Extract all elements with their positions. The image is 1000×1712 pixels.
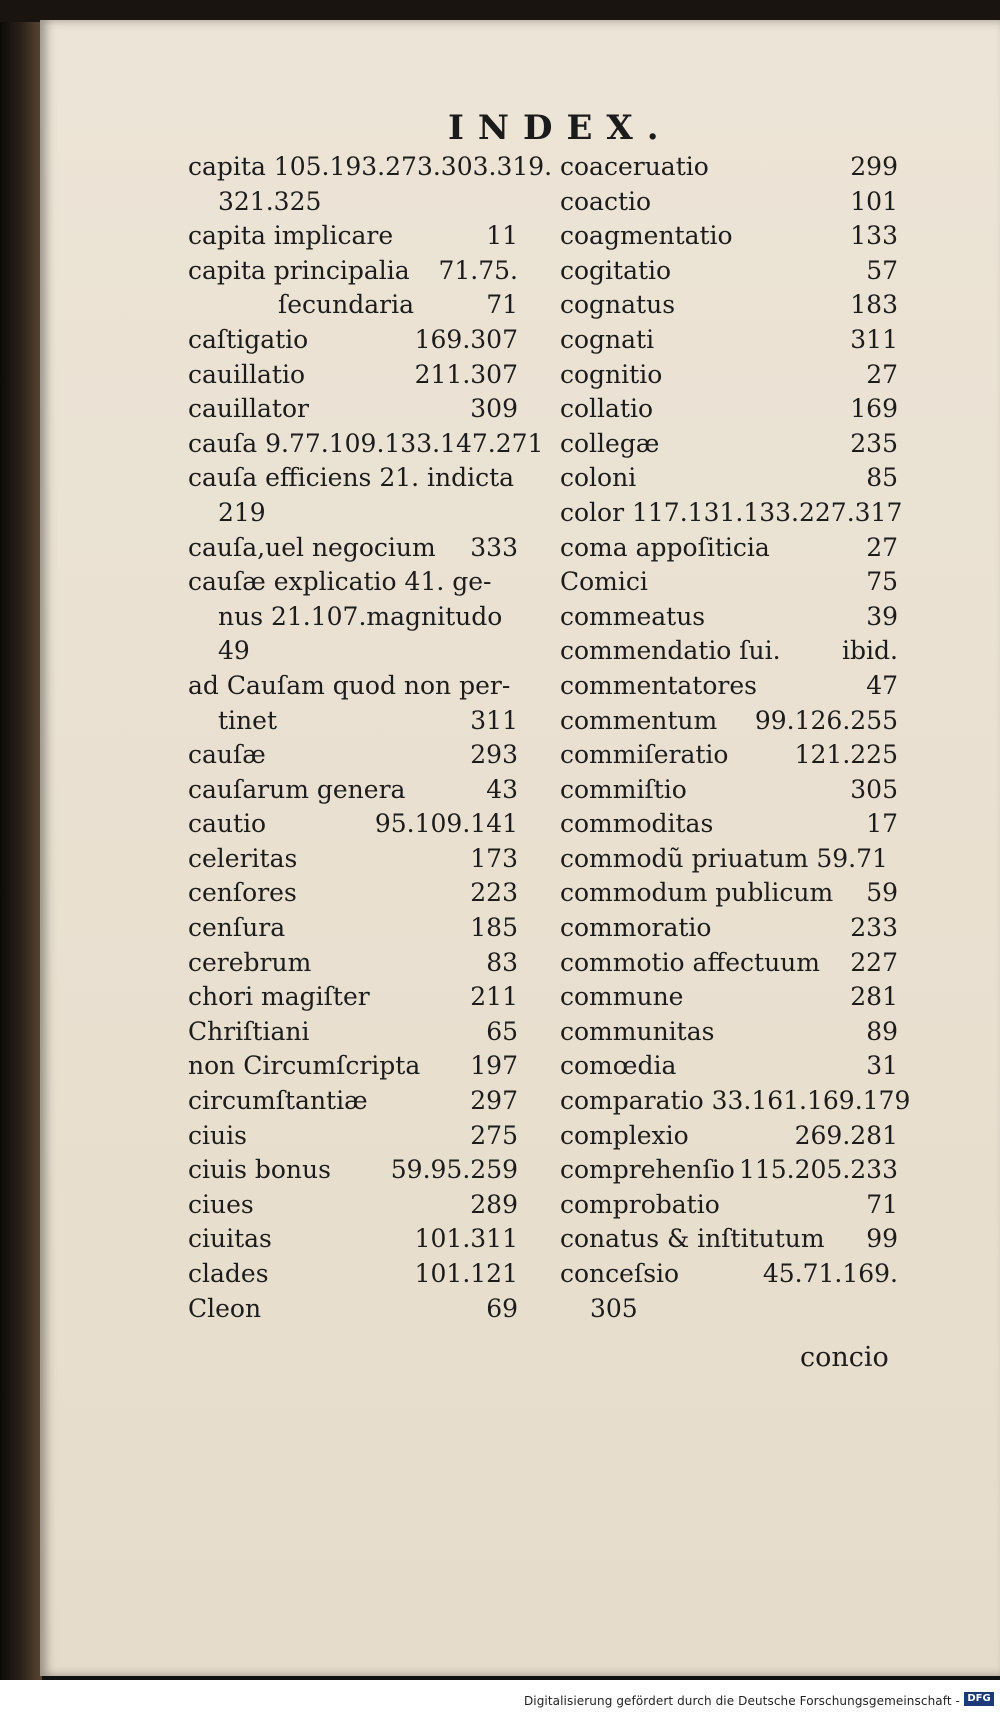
index-term: collatio xyxy=(560,394,654,424)
index-page-refs: 69 xyxy=(486,1293,518,1323)
index-entry xyxy=(188,1153,518,1188)
index-entry xyxy=(560,219,898,254)
index-term: commotio affectuum xyxy=(560,947,820,977)
index-entry xyxy=(188,738,518,773)
index-page-refs: 101.311 xyxy=(414,1224,518,1254)
index-entry xyxy=(560,427,898,462)
index-page-refs: 183 xyxy=(850,290,898,320)
index-entry xyxy=(188,185,518,220)
index-entry xyxy=(560,807,898,842)
index-page-refs: 289 xyxy=(470,1189,518,1219)
index-page-refs: 211 xyxy=(470,982,518,1012)
index-term: commoratio xyxy=(560,913,712,943)
index-entry xyxy=(560,1188,898,1223)
index-entry xyxy=(188,323,518,358)
index-term: cognatus xyxy=(560,290,676,320)
index-page-refs: 211.307 xyxy=(414,359,518,389)
index-term: cenſores xyxy=(188,878,297,908)
index-term: capita implicare xyxy=(188,221,394,251)
index-term: commodum publicum xyxy=(560,878,834,908)
index-term: comprehenſio xyxy=(560,1155,735,1185)
index-term: celeritas xyxy=(188,843,298,873)
index-column-right xyxy=(560,150,911,1326)
index-entry xyxy=(560,911,898,946)
index-entry xyxy=(188,911,518,946)
index-term: coactio xyxy=(560,186,652,216)
index-term: ſecundaria xyxy=(278,290,415,320)
index-entry xyxy=(560,1049,898,1084)
index-page-refs: 299 xyxy=(850,152,898,181)
index-page-refs: 27 xyxy=(866,532,898,562)
index-entry xyxy=(560,392,898,427)
index-term: cognitio xyxy=(560,359,663,389)
index-page-refs: 101 xyxy=(850,186,898,216)
digitization-credit-text: Digitalisierung gefördert durch die Deutsche Forschungsgemeinschaft - xyxy=(523,1694,960,1708)
index-entry xyxy=(188,773,518,808)
index-entry xyxy=(188,496,518,531)
index-entry xyxy=(560,1119,898,1154)
index-entry xyxy=(188,219,518,254)
index-entry xyxy=(560,704,898,739)
index-page-refs: 309 xyxy=(470,394,518,424)
index-entry xyxy=(560,185,898,220)
index-term: Cleon xyxy=(188,1293,262,1323)
index-term: 305 xyxy=(590,1293,638,1323)
index-term: conatus & inſtitutum xyxy=(560,1224,825,1254)
index-entry xyxy=(560,1222,898,1257)
index-entry xyxy=(188,392,518,427)
index-term: comœdia xyxy=(560,1051,677,1081)
index-term: circumſtantiæ xyxy=(188,1086,368,1116)
index-term: clades xyxy=(188,1259,269,1288)
index-entry xyxy=(188,1119,518,1154)
index-term: ciues xyxy=(188,1189,254,1219)
index-page-refs: 197 xyxy=(470,1051,518,1081)
index-page-refs: 133 xyxy=(850,221,898,251)
index-entry xyxy=(560,876,898,911)
index-entry xyxy=(188,531,518,566)
top-dark-edge xyxy=(0,0,1000,22)
index-term: tinet xyxy=(218,705,277,735)
index-entry xyxy=(188,1188,518,1223)
index-page-refs: 311 xyxy=(850,324,898,354)
index-term: commoditas xyxy=(560,809,714,839)
index-term: cauſæ explicatio 41. ge- xyxy=(188,567,492,597)
index-entry xyxy=(560,980,898,1015)
index-term: comparatio 33.161.169.179 xyxy=(560,1086,911,1116)
index-term: conceſsio xyxy=(560,1259,680,1288)
index-term: cerebrum xyxy=(188,947,312,977)
index-term: coma appoſiticia xyxy=(560,532,770,562)
catchword: concio xyxy=(800,1342,889,1373)
index-term: coaceruatio xyxy=(560,152,709,181)
index-page-refs: 121.225 xyxy=(794,740,898,770)
index-page-refs: ibid. xyxy=(842,636,898,666)
index-term: 49 xyxy=(218,636,250,666)
index-page-refs: 59 xyxy=(866,878,898,908)
index-entry xyxy=(188,946,518,981)
index-page-refs: 71 xyxy=(486,290,518,320)
index-term: Comici xyxy=(560,567,648,597)
index-page-refs: 169.307 xyxy=(414,324,518,354)
index-page-refs: 11 xyxy=(486,221,518,251)
index-page-refs: 31 xyxy=(866,1051,898,1081)
index-term: coagmentatio xyxy=(560,221,733,251)
index-page-refs: 45.71.169. xyxy=(762,1259,898,1288)
index-entry xyxy=(560,1015,898,1050)
index-page-refs: 281 xyxy=(850,982,898,1012)
index-term: nus 21.107.magnitudo xyxy=(218,601,503,631)
index-term: ciuis bonus xyxy=(188,1155,331,1185)
index-term: cautio xyxy=(188,809,267,839)
index-entry xyxy=(560,1292,890,1327)
index-term: cogitatio xyxy=(560,255,672,285)
index-page-refs: 59.95.259 xyxy=(390,1155,518,1185)
index-term: cauſa 9.77.109.133.147.271 xyxy=(188,428,544,458)
index-term: ciuitas xyxy=(188,1224,272,1254)
index-entry xyxy=(560,531,898,566)
index-entry xyxy=(188,600,518,635)
index-entry xyxy=(188,1049,518,1084)
dfg-logo-icon: DFG xyxy=(964,1692,994,1706)
index-entry xyxy=(188,980,518,1015)
index-page-refs: 311 xyxy=(470,705,518,735)
index-page-refs: 233 xyxy=(850,913,898,943)
index-entry xyxy=(560,461,898,496)
index-entry xyxy=(560,254,898,289)
index-term: complexio xyxy=(560,1120,689,1150)
index-entry xyxy=(188,807,518,842)
index-page-refs: 99 xyxy=(866,1224,898,1254)
index-term: communitas xyxy=(560,1016,715,1046)
index-term: capita 105.193.273.303.319. xyxy=(188,152,553,181)
index-entry xyxy=(188,842,518,877)
index-term: cauillatio xyxy=(188,359,305,389)
index-term: collegæ xyxy=(560,428,660,458)
index-term: ciuis xyxy=(188,1120,247,1150)
index-entry xyxy=(188,461,518,496)
index-entry xyxy=(188,427,544,462)
index-page-refs: 71.75. xyxy=(438,255,518,285)
index-entry xyxy=(188,876,518,911)
index-entry xyxy=(560,565,898,600)
index-term: commentum xyxy=(560,705,718,735)
index-entry xyxy=(188,1015,518,1050)
index-term: commendatio ſui. xyxy=(560,636,781,666)
index-entry xyxy=(560,669,898,704)
page-title: INDEX. xyxy=(448,108,673,148)
index-page-refs: 115.205.233 xyxy=(738,1155,898,1185)
index-entry xyxy=(560,773,898,808)
index-term: commodũ priuatum 59.71 xyxy=(560,843,888,873)
index-entry xyxy=(188,1084,518,1119)
index-entry xyxy=(188,669,518,704)
index-term: comprobatio xyxy=(560,1189,720,1219)
index-term: cauſa,uel negocium xyxy=(188,532,436,562)
index-entry xyxy=(560,1257,898,1292)
index-term: capita principalia xyxy=(188,255,410,285)
index-entry xyxy=(188,288,518,323)
index-page-refs: 75 xyxy=(866,567,898,597)
index-page-refs: 235 xyxy=(850,428,898,458)
index-term: commentatores xyxy=(560,670,757,700)
index-page-refs: 227 xyxy=(850,947,898,977)
index-entry xyxy=(188,150,553,185)
index-entry xyxy=(560,150,898,185)
index-term: Chriſtiani xyxy=(188,1016,310,1046)
index-page-refs: 95.109.141 xyxy=(374,809,518,839)
index-page-refs: 83 xyxy=(486,947,518,977)
index-entry xyxy=(188,1292,518,1327)
index-page-refs: 85 xyxy=(866,463,898,493)
index-entry xyxy=(560,634,898,669)
index-entry xyxy=(188,704,518,739)
index-term: cauſa efficiens 21. indicta xyxy=(188,463,515,493)
index-page-refs: 89 xyxy=(866,1016,898,1046)
index-entry xyxy=(188,565,518,600)
index-page-refs: 71 xyxy=(866,1189,898,1219)
index-term: chori magiſter xyxy=(188,982,370,1012)
index-page-refs: 269.281 xyxy=(794,1120,898,1150)
index-term: cauillator xyxy=(188,394,309,424)
index-column-left xyxy=(188,150,553,1326)
index-page-refs: 27 xyxy=(866,359,898,389)
index-page-refs: 333 xyxy=(470,532,518,562)
index-page-refs: 101.121 xyxy=(414,1259,518,1288)
index-entry xyxy=(188,254,518,289)
index-entry xyxy=(560,946,898,981)
index-term: cauſarum genera xyxy=(188,774,406,804)
index-page-refs: 47 xyxy=(866,670,898,700)
index-page-refs: 99.126.255 xyxy=(754,705,898,735)
index-term: coloni xyxy=(560,463,637,493)
index-term: commeatus xyxy=(560,601,706,631)
index-term: cenſura xyxy=(188,913,286,943)
index-page-refs: 17 xyxy=(866,809,898,839)
index-term: 321.325 xyxy=(218,186,322,216)
index-page-refs: 293 xyxy=(470,740,518,770)
index-page-refs: 223 xyxy=(470,878,518,908)
index-entry xyxy=(560,842,890,877)
index-entry xyxy=(560,288,898,323)
index-term: color 117.131.133.227.317 xyxy=(560,497,903,527)
index-page-refs: 65 xyxy=(486,1016,518,1046)
index-term: 219 xyxy=(218,497,266,527)
index-page-refs: 43 xyxy=(486,774,518,804)
index-entry xyxy=(560,738,898,773)
index-term: commiſeratio xyxy=(560,740,729,770)
index-entry xyxy=(560,358,898,393)
index-entry xyxy=(188,358,518,393)
index-page-refs: 173 xyxy=(470,843,518,873)
index-term: non Circumſcripta xyxy=(188,1051,421,1081)
index-entry xyxy=(560,496,903,531)
index-term: cognati xyxy=(560,324,655,354)
index-page-refs: 39 xyxy=(866,601,898,631)
index-term: caſtigatio xyxy=(188,324,309,354)
index-term: cauſæ xyxy=(188,740,266,770)
index-entry xyxy=(188,1222,518,1257)
index-page-refs: 169 xyxy=(850,394,898,424)
index-term: ad Cauſam quod non per- xyxy=(188,670,511,700)
index-term: commune xyxy=(560,982,684,1012)
book-spine-edge xyxy=(0,0,42,1680)
index-entry xyxy=(560,600,898,635)
index-page-refs: 305 xyxy=(850,774,898,804)
index-page-refs: 57 xyxy=(866,255,898,285)
index-page-refs: 185 xyxy=(470,913,518,943)
index-page-refs: 275 xyxy=(470,1120,518,1150)
index-entry xyxy=(188,1257,518,1292)
index-entry xyxy=(560,323,898,358)
index-term: commiſtio xyxy=(560,774,687,804)
index-page-refs: 297 xyxy=(470,1086,518,1116)
index-entry xyxy=(188,634,518,669)
index-entry xyxy=(560,1084,911,1119)
index-entry xyxy=(560,1153,898,1188)
